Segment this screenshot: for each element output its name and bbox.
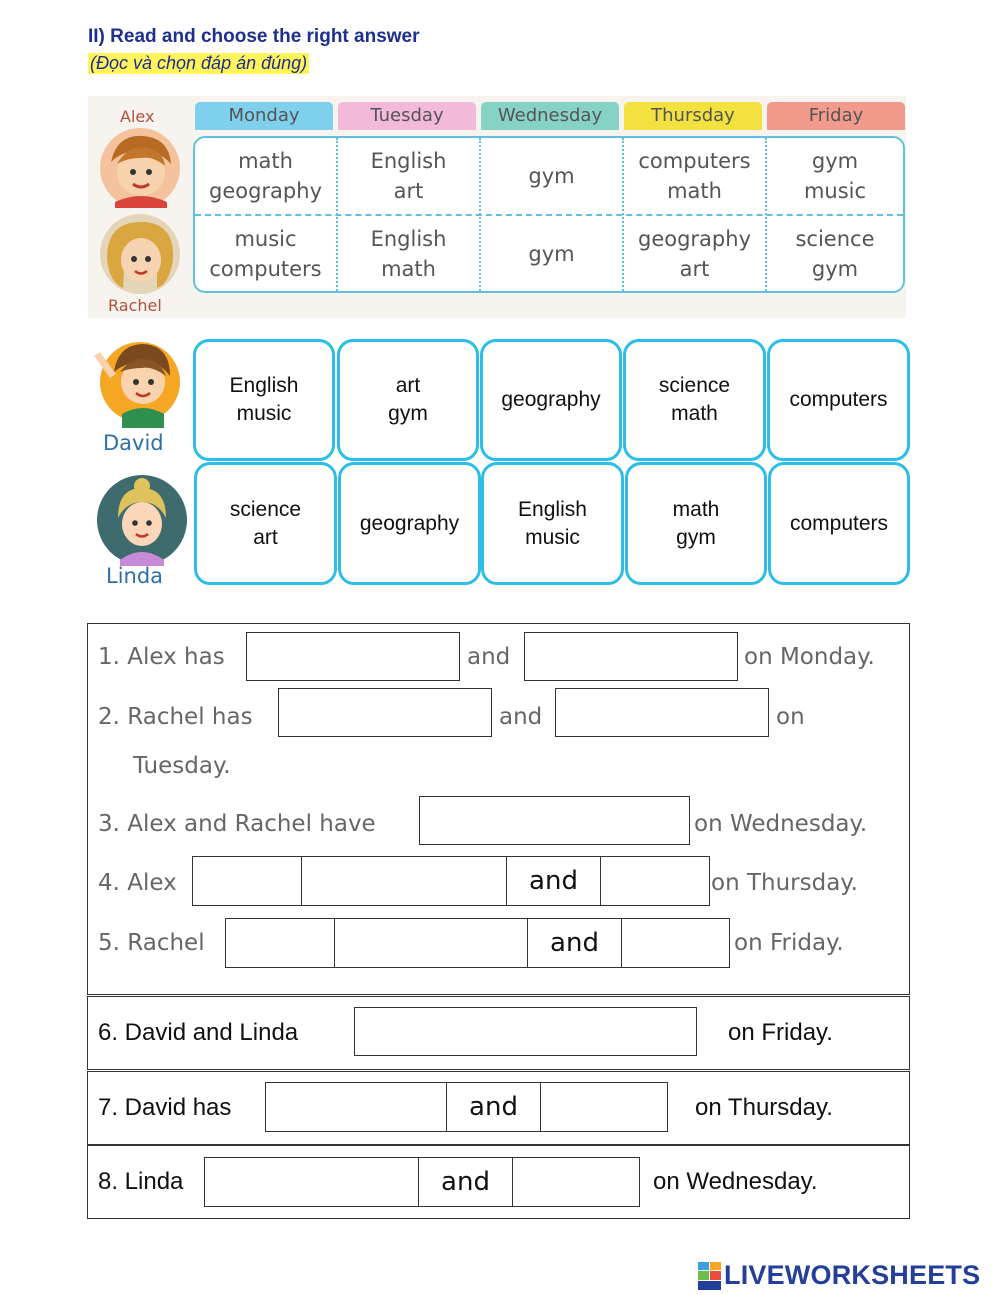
student-label-rachel: Rachel <box>108 296 162 315</box>
tile-linda-5: computers <box>768 462 910 585</box>
q6-row <box>87 996 910 1070</box>
q1-answer-2[interactable] <box>524 632 738 681</box>
q4-answer-1b[interactable] <box>301 856 507 906</box>
day-header-tuesday: Tuesday <box>338 102 476 130</box>
q6-prefix: 6. David and Linda <box>98 1019 299 1046</box>
q8-suffix: on Wednesday. <box>653 1168 818 1195</box>
logo-icon <box>698 1262 722 1290</box>
q7-row <box>87 1071 910 1145</box>
tile-linda-3: English music <box>481 462 624 585</box>
day-header-wednesday: Wednesday <box>481 102 619 130</box>
cell-alex-friday: gym music <box>803 149 867 203</box>
q5-answer-1a[interactable] <box>225 918 335 968</box>
tile-linda-4: math gym <box>625 462 767 585</box>
tile-linda-1: science art <box>194 462 337 585</box>
day-header-monday: Monday <box>195 102 333 130</box>
cell-rachel-monday: music computers <box>209 227 322 281</box>
cell-alex-wednesday: gym <box>528 164 575 188</box>
q8-prefix: 8. Linda <box>98 1168 184 1195</box>
cell-rachel-wednesday: gym <box>528 242 575 266</box>
cell-alex-tuesday: English art <box>370 149 447 203</box>
q6-suffix: on Friday. <box>728 1019 833 1046</box>
q7-answer-2[interactable] <box>540 1082 668 1132</box>
tile-david-3: geography <box>480 339 622 461</box>
q7-suffix: on Thursday. <box>695 1094 833 1121</box>
q2-mid: and <box>499 704 543 730</box>
cell-alex-thursday: computers math <box>638 149 751 203</box>
q7-prefix: 7. David has <box>98 1094 232 1121</box>
day-header-thursday: Thursday <box>624 102 762 130</box>
rachel-avatar <box>97 214 183 294</box>
q6-answer[interactable] <box>354 1007 697 1056</box>
timetable1-grid <box>193 136 905 293</box>
tile-linda-2: geography <box>338 462 481 585</box>
q1-prefix: 1. Alex has <box>98 644 225 670</box>
q1-answer-1[interactable] <box>246 632 460 681</box>
cell-rachel-tuesday: English math <box>370 227 447 281</box>
q3-answer[interactable] <box>419 796 690 845</box>
page-subtitle: (Đọc và chọn đáp án đúng) <box>90 53 308 73</box>
q8-row <box>87 1145 910 1219</box>
q4-answer-2[interactable] <box>600 856 710 906</box>
q1-mid: and <box>467 644 511 670</box>
logo-text: LIVEWORKSHEETS <box>724 1260 981 1290</box>
tile-david-5: computers <box>767 339 910 461</box>
q8-and-word: and <box>418 1157 513 1207</box>
q5-suffix: on Friday. <box>734 930 844 956</box>
q2-answer-2[interactable] <box>555 688 769 737</box>
q7-and-word: and <box>446 1082 541 1132</box>
q4-answer-1a[interactable] <box>192 856 302 906</box>
tile-david-1: English music <box>193 339 335 461</box>
q2-suffix: on <box>776 704 805 730</box>
exercise-panel <box>87 623 910 995</box>
q3-prefix: 3. Alex and Rachel have <box>98 811 376 837</box>
alex-avatar <box>97 128 183 208</box>
q4-prefix: 4. Alex <box>98 870 177 896</box>
q2-answer-1[interactable] <box>278 688 492 737</box>
q7-answer-1[interactable] <box>265 1082 447 1132</box>
q5-answer-1b[interactable] <box>334 918 528 968</box>
liveworksheets-logo <box>698 1260 980 1291</box>
q2-continuation: Tuesday. <box>133 753 231 779</box>
q2-prefix: 2. Rachel has <box>98 704 253 730</box>
q5-and-word: and <box>527 918 622 968</box>
q5-answer-2[interactable] <box>621 918 730 968</box>
linda-avatar <box>96 474 188 566</box>
day-header-friday: Friday <box>767 102 905 130</box>
q1-suffix: on Monday. <box>744 644 875 670</box>
q8-answer-2[interactable] <box>512 1157 640 1207</box>
tile-david-4: science math <box>623 339 766 461</box>
tile-david-2: art gym <box>337 339 479 461</box>
cell-rachel-thursday: geography art <box>638 227 751 281</box>
q8-answer-1[interactable] <box>204 1157 419 1207</box>
cell-rachel-friday: science gym <box>795 227 875 281</box>
q4-and-word: and <box>506 856 601 906</box>
q3-suffix: on Wednesday. <box>694 811 868 837</box>
q5-prefix: 5. Rachel <box>98 930 205 956</box>
cell-alex-monday: math geography <box>209 149 322 203</box>
david-avatar <box>88 336 183 428</box>
page-title: II) Read and choose the right answer <box>88 26 420 47</box>
student-label-alex: Alex <box>120 107 155 126</box>
q4-suffix: on Thursday. <box>711 870 858 896</box>
student-label-linda: Linda <box>106 564 164 588</box>
student-label-david: David <box>103 431 164 455</box>
